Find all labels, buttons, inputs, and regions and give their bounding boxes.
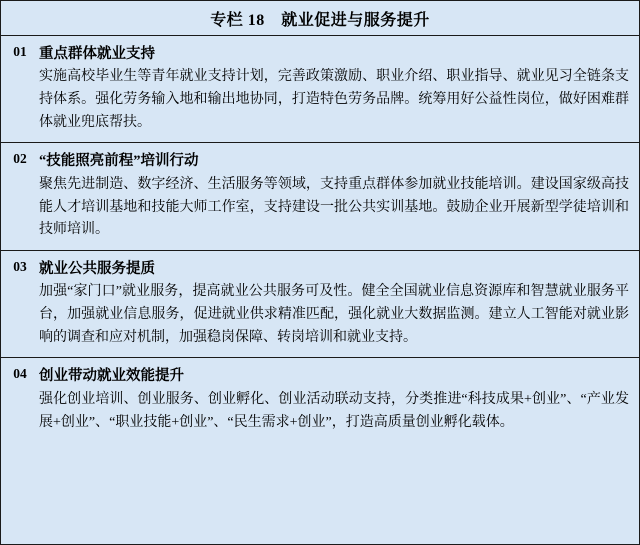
item-text: 聚焦先进制造、数字经济、生活服务等领域，支持重点群体参加就业技能培训。建设国家级高技能人才培训基地和技能大师工作室，支持建设一批公共实训基地。鼓励企业开展新型学徒培训和技师培训。 [39, 176, 629, 238]
item-number: 03 [13, 258, 27, 274]
item-number: 02 [13, 151, 27, 167]
item-body [39, 36, 639, 142]
box-item-row [1, 36, 639, 143]
item-heading: 创业带动就业效能提升 [39, 368, 184, 385]
item-body [39, 251, 639, 357]
item-text: 实施高校毕业生等青年就业支持计划，完善政策激励、职业介绍、职业指导、就业见习全链条支持体系。强化劳务输入地和输出地协同，打造特色劳务品牌。统筹用好公益性岗位，做好困难群体就业兜底帮扶。 [39, 69, 629, 130]
item-number: 01 [13, 44, 27, 59]
item-body [39, 143, 639, 249]
item-text: 强化创业培训、创业服务、创业孵化、创业活动联动支持，分类推进“科技成果+创业”、“产业发展+创业”、“职业技能+创业”、“民生需求+创业”，打造高质量创业孵化载体。 [39, 391, 629, 430]
item-number: 04 [13, 366, 27, 382]
box-item-row [1, 143, 639, 250]
item-heading: 就业公共服务提质 [39, 260, 155, 277]
box-title: 专栏 18 就业促进与服务提升 [1, 1, 639, 36]
item-heading: “技能照亮前程”培训行动 [39, 153, 199, 170]
box-item-row [1, 251, 639, 358]
item-heading: 重点群体就业支持 [39, 46, 155, 62]
item-body [39, 358, 639, 442]
item-text: 加强“家门口”就业服务，提高就业公共服务可及性。健全全国就业信息资源库和智慧就业服务平台，加强就业信息服务，促进就业供求精准匹配，强化就业大数据监测。建立人工智能对就业影响的调查和应对机制，加强稳岗保障、转岗培训和就业支持。 [39, 284, 629, 345]
box-item-row [1, 358, 639, 442]
box-item-list [1, 36, 639, 544]
